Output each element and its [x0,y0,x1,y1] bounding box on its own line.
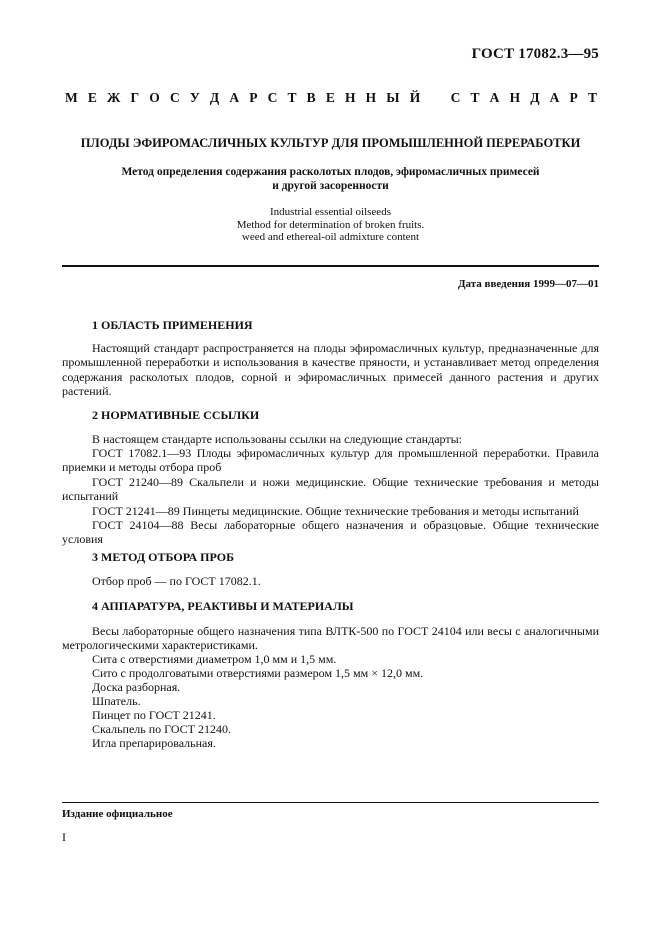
interstate-letter: А [229,90,240,105]
interstate-letter: А [489,90,500,105]
interstate-letter: Е [325,90,335,105]
document-title: ПЛОДЫ ЭФИРОМАСЛИЧНЫХ КУЛЬТУР ДЛЯ ПРОМЫШЛЕННОЙ ПЕРЕРАБОТКИ [80,136,581,150]
english-title-line-1: Industrial essential oilseeds [270,206,391,218]
reference-gost-21240: ГОСТ 21240—89 Скальпели и ножи медицинские. Общие технические требования и методы испытаний [62,475,599,504]
interstate-letter: С [267,90,278,105]
section-3-text: Отбор проб — по ГОСТ 17082.1. [92,574,261,588]
english-title [62,206,599,244]
interstate-letter: Е [87,90,97,105]
interstate-letter: Т [470,90,480,105]
equipment-item: Сита с отверстиями диаметром 1,0 мм и 1,5 мм. [92,652,337,666]
introduction-date: Дата введения 1999—07—01 [457,278,599,290]
gost-number: ГОСТ 17082.3—95 [471,46,599,62]
equipment-item: Шпатель. [92,694,141,708]
interstate-letter: В [306,90,316,105]
interstate-letter: Ж [107,90,121,105]
english-title-line-3: weed and ethereal-oil admixture content [241,231,420,243]
interstate-letter: С [450,90,461,105]
interstate-letter: Д [530,90,540,105]
document-subtitle [62,165,599,193]
section-4-heading: 4 АППАРАТУРА, РЕАКТИВЫ И МАТЕРИАЛЫ [92,599,354,613]
equipment-item: Доска разборная. [92,680,181,694]
page-number: I [62,830,66,844]
interstate-letter: Й [409,90,421,105]
header-divider [62,265,599,267]
equipment-item: Игла препарировальная. [92,736,216,750]
reference-gost-17082-1: ГОСТ 17082.1—93 Плоды эфиромасличных культур для промышленной переработки. Правила приемки и методы отбора проб [62,446,599,475]
equipment-item: Скальпель по ГОСТ 21240. [92,722,231,736]
interstate-letter: А [549,90,560,105]
interstate-letter: Н [509,90,521,105]
subtitle-line-1: Метод определения содержания расколотых плодов, эфиромасличных примесей [121,166,540,178]
english-title-line-2: Method for determination of broken fruits. [236,218,425,231]
interstate-letter: Р [249,90,258,105]
interstate-standard-banner [65,90,597,106]
equipment-item: Пинцет по ГОСТ 21241. [92,708,216,722]
section-4-text: Весы лабораторные общего назначения типа ВЛТК-500 по ГОСТ 24104 или весы с аналогичными метрологическими характеристиками. [62,624,599,653]
interstate-letter: Т [587,90,597,105]
section-2-heading: 2 НОРМАТИВНЫЕ ССЫЛКИ [92,408,260,422]
reference-gost-24104: ГОСТ 24104—88 Весы лабораторные общего назначения и образцовые. Общие технические условия [62,518,599,547]
section-3-heading: 3 МЕТОД ОТБОРА ПРОБ [92,550,235,564]
section-1-heading: 1 ОБЛАСТЬ ПРИМЕНЕНИЯ [92,318,253,332]
interstate-letter: Г [130,90,140,105]
interstate-letter: Ы [386,90,400,105]
interstate-letter: С [169,90,180,105]
section-1-text: Настоящий стандарт распространяется на плоды эфиромасличных культур, предназначенные для промышленной переработки и использования в качестве пряности, и устанавливает метод определения содержания расколотых плодов, сорной и эфиромасличных примесей данного растения и других растений. [62,341,599,398]
interstate-letter: Н [344,90,356,105]
interstate-letter: М [65,90,78,105]
interstate-letter: Н [365,90,377,105]
interstate-letter: У [189,90,200,105]
subtitle-line-2: и другой засоренности [272,180,389,192]
interstate-letter: Д [209,90,220,105]
interstate-letter: Т [287,90,297,105]
reference-gost-21241: ГОСТ 21241—89 Пинцеты медицинские. Общие технические требования и методы испытаний [92,504,579,518]
section-2-intro: В настоящем стандарте использованы ссылки на следующие стандарты: [92,432,463,446]
equipment-item: Сито с продолговатыми отверстиями размером 1,5 мм × 12,0 мм. [92,666,424,680]
interstate-letter: Р [569,90,578,105]
interstate-letter: О [149,90,160,105]
official-edition-label: Издание официальное [62,808,173,820]
footer-divider [62,802,599,803]
